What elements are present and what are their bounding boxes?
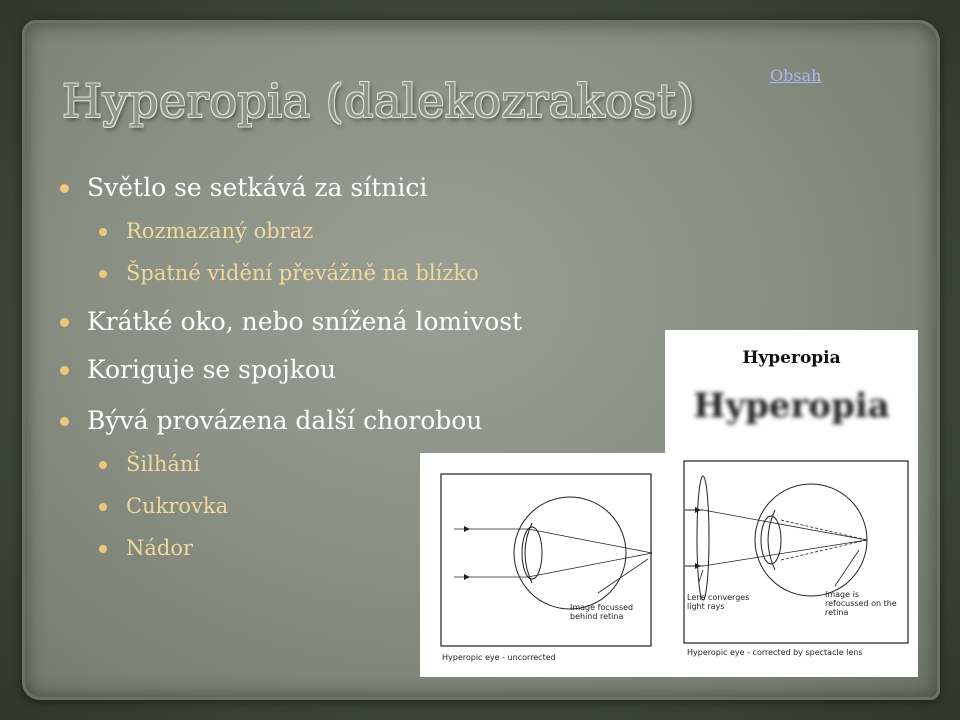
sub-list-item-text: Šilhání: [126, 452, 201, 476]
list-item: [64, 406, 482, 435]
sub-list-item-text: Špatné vidění převážně na blízko: [126, 261, 479, 285]
sub-list-item: [104, 536, 193, 560]
sub-list-item-text: Nádor: [126, 536, 194, 560]
uncorrected-caption: Hyperopic eye - uncorrected: [442, 653, 556, 662]
uncorrected-eye-diagram: [440, 473, 654, 673]
bullet-dot-icon: [99, 503, 107, 511]
sub-list-item-text: Rozmazaný obraz: [126, 219, 314, 243]
hyperopia-figure-uncorrected: [420, 453, 665, 677]
bullet-dot-icon: [60, 417, 69, 426]
bullet-dot-icon: [99, 461, 107, 469]
sub-list-item: [104, 261, 479, 285]
list-item: [64, 307, 522, 336]
contents-link[interactable]: Obsah: [770, 66, 822, 85]
corrected-caption: Hyperopic eye - corrected by spectacle lens: [687, 648, 863, 657]
bullet-dot-icon: [99, 270, 107, 278]
bullet-dot-icon: [99, 545, 107, 553]
corrected-eye-diagram: [683, 460, 909, 660]
lens-label: Lens converges light rays: [687, 593, 750, 611]
list-item: [64, 173, 427, 202]
list-item: [64, 355, 336, 384]
figure-caption: Hyperopia: [742, 348, 841, 368]
hyperopia-figure-corrected: [665, 330, 918, 677]
list-item-text: Krátké oko, nebo snížená lomivost: [87, 307, 523, 336]
sub-list-item-text: Cukrovka: [126, 494, 229, 518]
bullet-dot-icon: [60, 184, 69, 193]
list-item-text: Bývá provázena další chorobou: [87, 406, 483, 435]
refocus-label: Image is refocussed on the retina: [825, 590, 897, 617]
sub-list-item: [104, 219, 313, 243]
sub-list-item: [104, 494, 228, 518]
sub-list-item: [104, 452, 200, 476]
list-item-text: Světlo se setkává za sítnici: [87, 173, 428, 202]
bullet-dot-icon: [60, 318, 69, 327]
list-item-text: Koriguje se spojkou: [87, 355, 337, 384]
page-title: Hyperopia (dalekozrakost): [62, 74, 695, 128]
bullet-dot-icon: [60, 366, 69, 375]
blurred-text-sample: Hyperopia: [693, 386, 890, 426]
bullet-dot-icon: [99, 228, 107, 236]
focus-label: Image focussed behind retina: [570, 603, 634, 621]
